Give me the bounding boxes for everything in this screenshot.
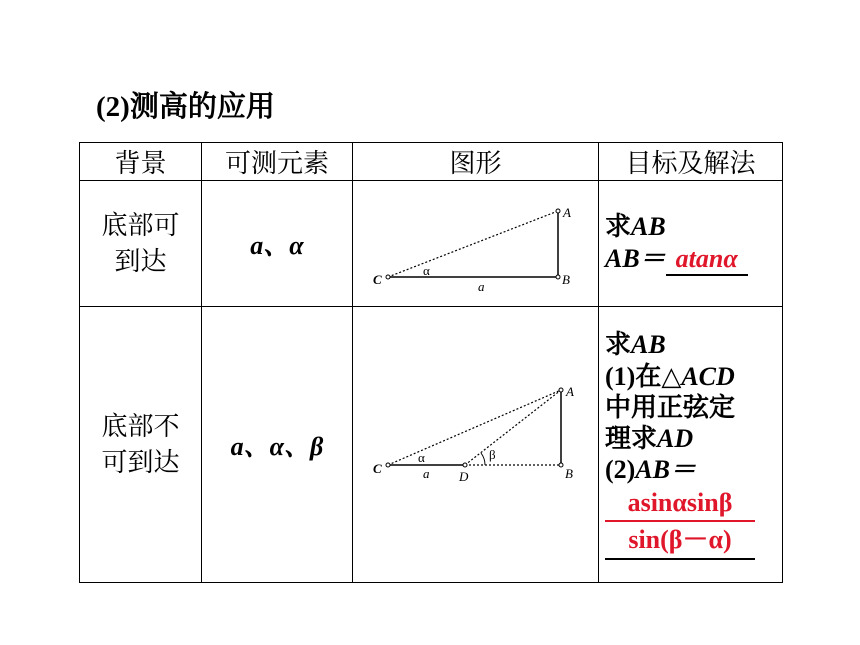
label-D: D xyxy=(459,469,469,484)
answer-numerator: asinαsinβ xyxy=(605,487,755,522)
step2-var: AB＝ xyxy=(635,455,697,485)
table-header-row xyxy=(80,143,783,181)
goal-prefix: 求 xyxy=(605,330,632,360)
cell-background-reachable xyxy=(80,181,202,307)
goal-var: AB xyxy=(631,330,666,360)
step1-var: ACD xyxy=(681,361,735,391)
step1-line3-prefix: 理求 xyxy=(605,423,658,453)
cell-goal-unreachable xyxy=(599,307,783,583)
cell-figure-reachable xyxy=(353,181,599,307)
result-prefix: AB＝ xyxy=(605,243,666,273)
right-triangle-figure xyxy=(353,181,598,301)
header-goal-method: 目标及解法 xyxy=(599,143,783,181)
step1-line2: 中用正弦定 xyxy=(605,392,736,422)
goal-var: AB xyxy=(631,212,666,242)
label-A: A xyxy=(566,384,574,399)
label-A: A xyxy=(563,205,571,220)
answer-denominator: sin(β－α) xyxy=(628,525,732,555)
height-measurement-table xyxy=(79,142,783,583)
goal-prefix: 求 xyxy=(605,212,632,242)
cell-elements-unreachable: a、α、β xyxy=(202,307,353,583)
label-B: B xyxy=(565,466,573,481)
answer-fraction xyxy=(605,487,755,559)
label-B: B xyxy=(562,272,570,287)
label-a: a xyxy=(478,279,485,294)
label-alpha: α xyxy=(423,263,430,278)
label-a: a xyxy=(423,466,430,481)
two-angle-triangle-figure xyxy=(353,307,598,577)
section-heading: (2)测高的应用 xyxy=(96,91,275,123)
label-C: C xyxy=(373,461,382,476)
cell-background-unreachable xyxy=(80,307,202,583)
answer-atan: atanα xyxy=(675,243,738,273)
header-measurable-elements: 可测元素 xyxy=(202,143,353,181)
bg-line2: 到达 xyxy=(114,246,167,276)
label-alpha: α xyxy=(418,450,425,465)
cell-elements-reachable: a、α xyxy=(202,181,353,307)
table-row-unreachable xyxy=(80,307,783,583)
bg-line1: 底部不 xyxy=(101,412,180,442)
step2-prefix: (2) xyxy=(605,455,636,485)
bg-line1: 底部可 xyxy=(101,211,180,241)
step1-line3-var: AD xyxy=(657,423,694,453)
cell-goal-reachable xyxy=(599,181,783,307)
table-row-reachable xyxy=(80,181,783,307)
bg-line2: 可到达 xyxy=(101,447,180,477)
header-background: 背景 xyxy=(80,143,202,181)
label-C: C xyxy=(373,272,382,287)
label-beta: β xyxy=(489,447,496,462)
header-figure: 图形 xyxy=(353,143,599,181)
cell-figure-unreachable xyxy=(353,307,599,583)
step1-prefix: (1)在△ xyxy=(605,361,682,391)
